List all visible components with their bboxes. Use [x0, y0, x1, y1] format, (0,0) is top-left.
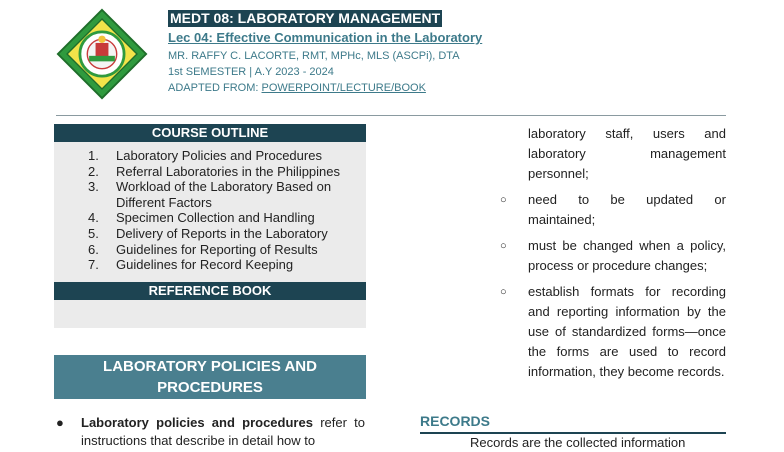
course-outline-list	[54, 142, 366, 273]
instructor-line: MR. RAFFY C. LACORTE, RMT, MPHc, MLS (ASCPi), DTA	[168, 50, 460, 62]
lecture-title[interactable]: Lec 04: Effective Communication in the Laboratory	[168, 30, 483, 45]
hollow-bullet-icon: ○	[500, 240, 507, 252]
outline-item: 4. Specimen Collection and Handling	[88, 210, 315, 226]
reference-book-heading: REFERENCE BOOK	[54, 282, 366, 300]
adapted-prefix: ADAPTED FROM:	[168, 82, 259, 94]
hollow-bullet-icon: ○	[500, 194, 507, 206]
list-item-continuation: laboratory staff, users and laboratory management personnel;	[528, 126, 726, 181]
list-item: ○ must be changed when a policy, process or procedure changes;	[500, 238, 726, 273]
bullet-dot-icon: ●	[56, 415, 64, 430]
school-seal-logo	[56, 8, 148, 100]
hollow-bullet-icon: ○	[500, 286, 507, 298]
reference-book-box	[54, 300, 366, 328]
policies-section-banner: LABORATORY POLICIES AND PROCEDURES	[54, 355, 366, 399]
outline-item: 6. Guidelines for Reporting of Results	[88, 241, 318, 257]
outline-item: 7. Guidelines for Record Keeping	[88, 257, 294, 273]
outline-item: 3. Workload of the Laboratory Based on Different Factors	[88, 179, 332, 210]
course-outline-box	[54, 142, 366, 282]
adapted-from-line	[168, 80, 482, 96]
outline-item: 1. Laboratory Policies and Procedures	[88, 148, 322, 163]
header-divider	[56, 115, 726, 116]
policy-definition: refer to instructions that describe in detail how to	[81, 415, 366, 448]
outline-item: 5. Delivery of Reports in the Laboratory	[88, 225, 328, 241]
right-column	[498, 124, 726, 382]
policy-term: Laboratory policies and procedures	[81, 415, 313, 430]
list-item: ○ establish formats for recording and reporting information by the use of standardized forms—once the forms are used to record information, they become records.	[500, 284, 726, 379]
course-outline-heading: COURSE OUTLINE	[54, 124, 366, 142]
records-heading: RECORDS	[420, 413, 491, 429]
semester-line: 1st SEMESTER | A.Y 2023 - 2024	[168, 66, 334, 78]
records-body-text: Records are the collected information	[470, 435, 686, 450]
adapted-source-link[interactable]: POWERPOINT/LECTURE/BOOK	[261, 82, 426, 94]
outline-item: 2. Referral Laboratories in the Philippines	[88, 163, 341, 179]
list-item: ○ need to be updated or maintained;	[500, 192, 726, 227]
course-title: MEDT 08: LABORATORY MANAGEMENT	[170, 10, 441, 26]
